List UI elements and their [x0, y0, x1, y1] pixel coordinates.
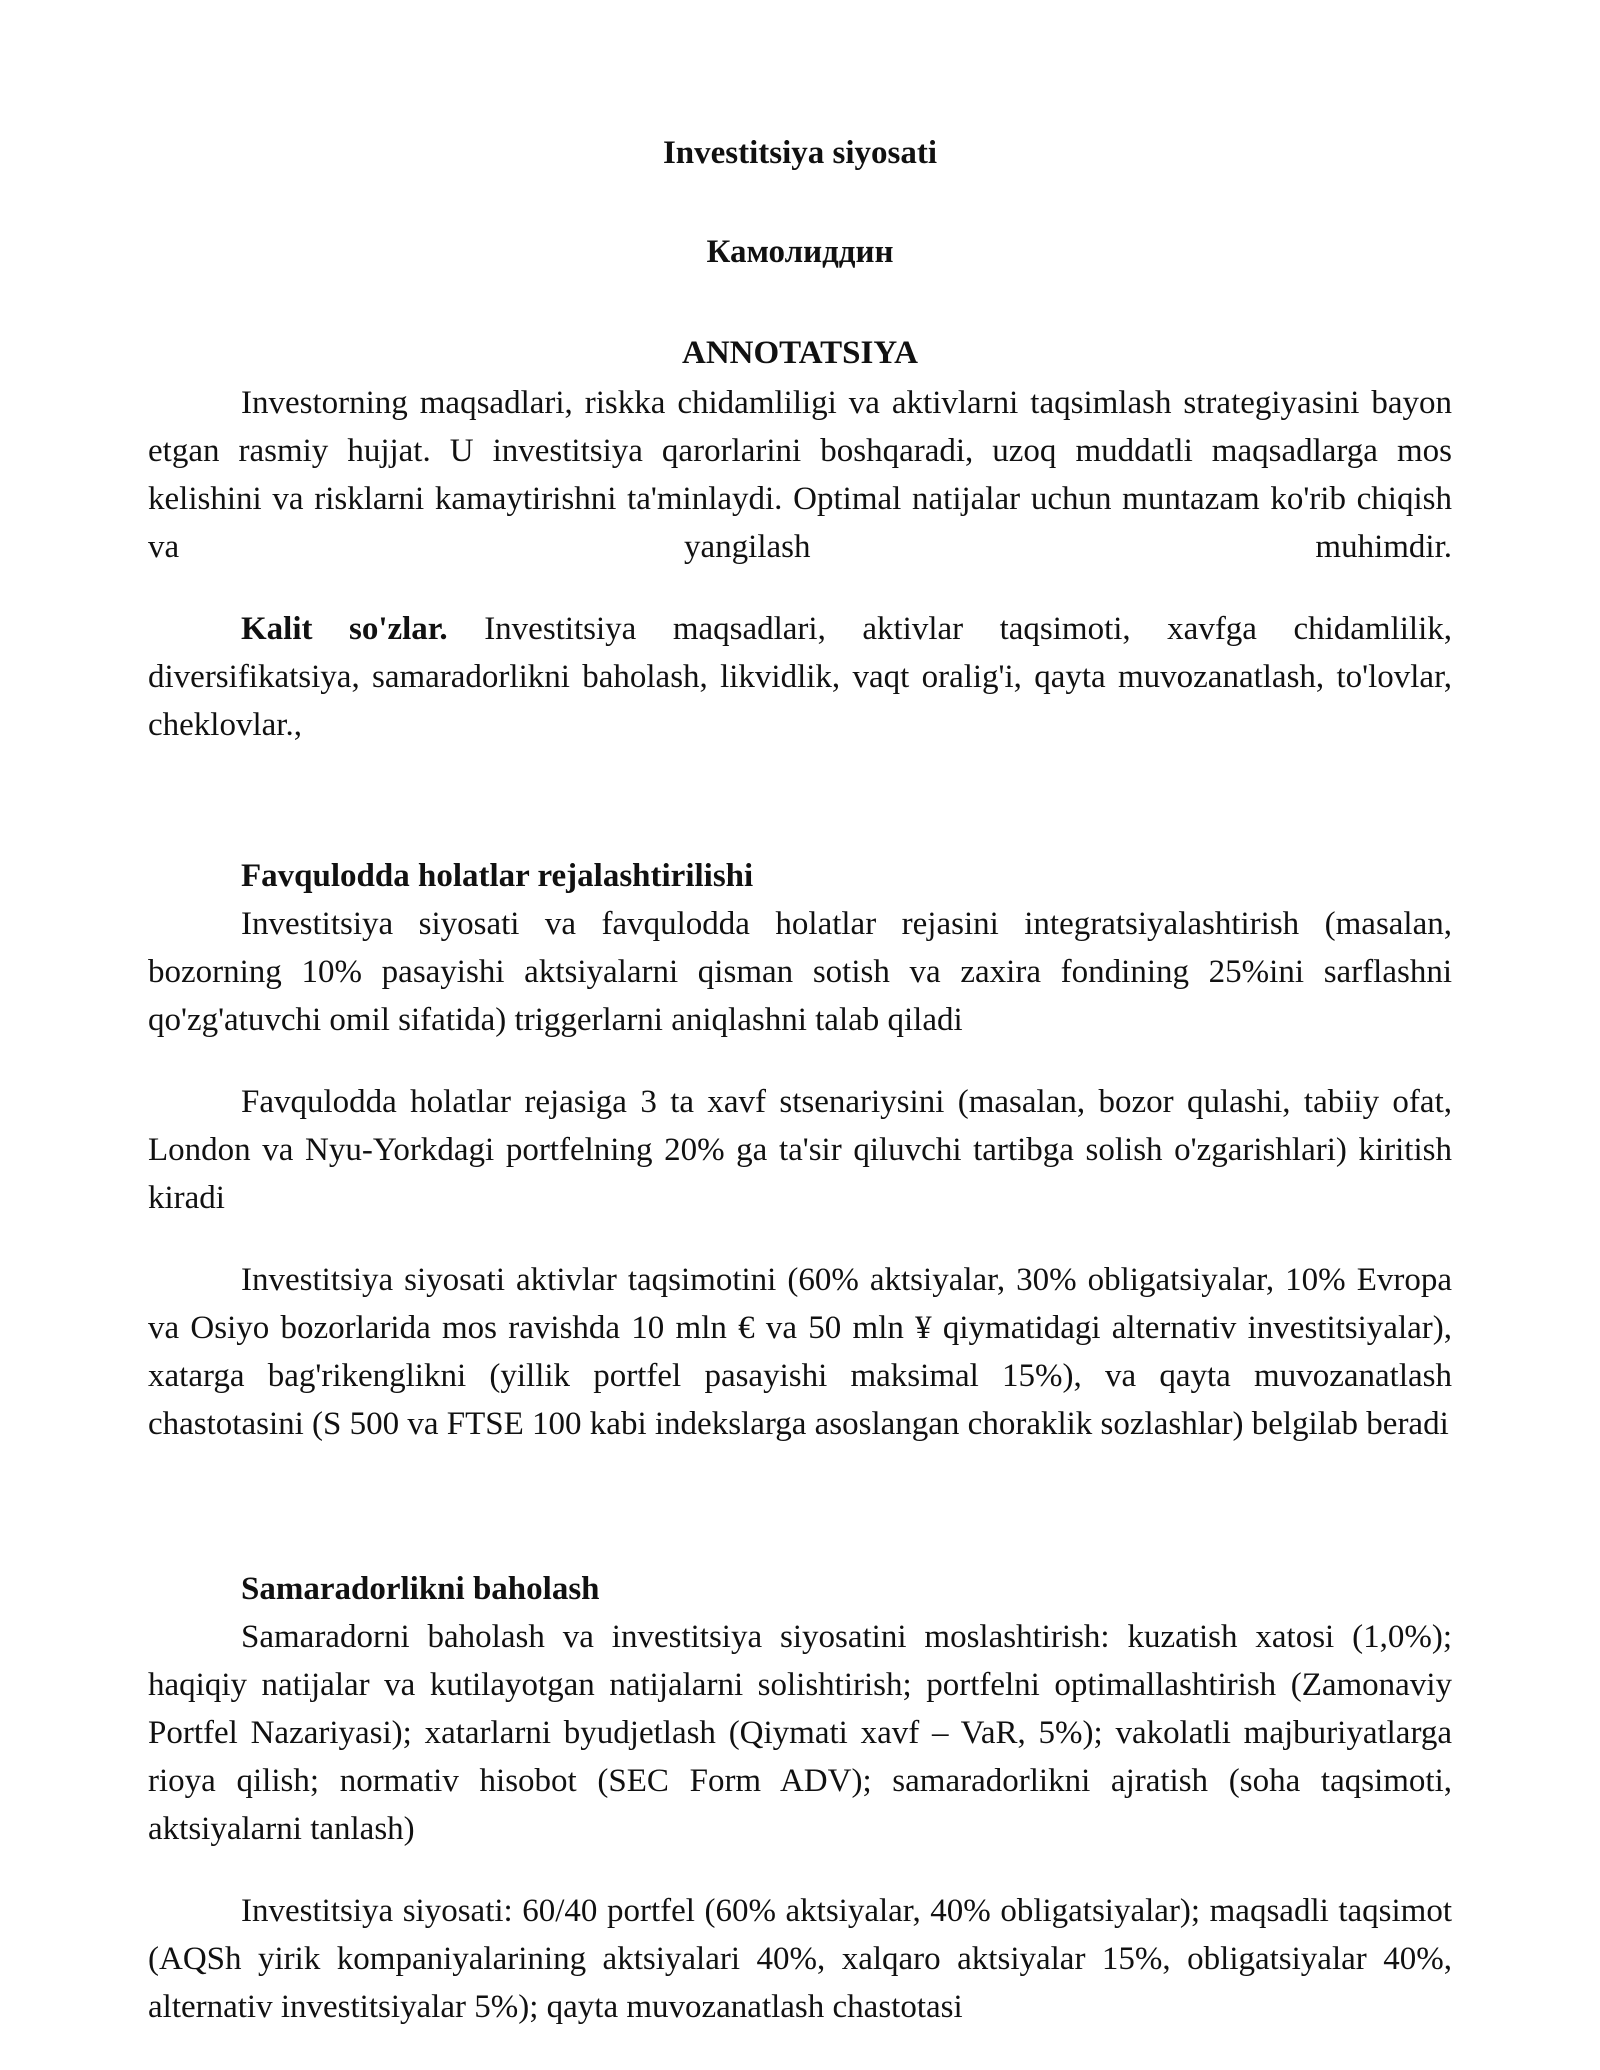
- annotation-paragraph: Investorning maqsadlari, riskka chidamliligi va aktivlarni taqsimlash strategiyasini bayon etgan rasmiy hujjat. U investitsiya qarorlarini boshqaradi, uzoq muddatli maqsadlarga mos kelishini va risklarni kamaytirishni ta'minlaydi. Optimal natijalar uchun muntazam ko'rib chiqish va yangilash muhimdir.: [148, 385, 1452, 565]
- contingency-paragraph-2: Favqulodda holatlar rejasiga 3 ta xavf stsenariysini (masalan, bozor qulashi, tabiiy ofat, London va Nyu-Yorkdagi portfelning 20% ga ta'sir qiluvchi tartibga solish o'zgarishlari) kiritish kiradi: [148, 1084, 1452, 1216]
- performance-paragraph-2: Investitsiya siyosati: 60/40 portfel (60% aktsiyalar, 40% obligatsiyalar); maqsadli taqsimot (AQSh yirik kompaniyalarining aktsiyalari 40%, xalqaro aktsiyalar 15%, obligatsiyalar 40%, alternativ investitsiyalar 5%); qayta muvozanatlash chastotasi: [148, 1893, 1452, 2025]
- keywords-text: Investitsiya maqsadlari, aktivlar taqsimoti, xavfga chidamlilik, diversifikatsiya, samaradorlikni baholash, likvidlik, vaqt oralig'i, qayta muvozanatlash, to'lovlar, cheklovlar.,: [148, 611, 1452, 743]
- keywords-label: Kalit so'zlar.: [241, 611, 448, 647]
- section-heading-performance: Samaradorlikni baholash: [241, 1571, 600, 1607]
- section-heading-contingency: Favqulodda holatlar rejalashtirilishi: [241, 858, 754, 894]
- contingency-paragraph-3: Investitsiya siyosati aktivlar taqsimotini (60% aktsiyalar, 30% obligatsiyalar, 10% Evropa va Osiyo bozorlarida mos ravishda 10 mln € va 50 mln ¥ qiymatidagi alternativ investitsiyalar), xatarga bag'rikenglikni (yillik portfel pasayishi maksimal 15%), va qayta muvozanatlash chastotasini (S 500 va FTSE 100 kabi indekslarga asoslangan choraklik sozlashlar) belgilab beradi: [148, 1262, 1452, 1442]
- document-title: Investitsiya siyosati: [662, 135, 938, 171]
- contingency-paragraph-1: Investitsiya siyosati va favqulodda holatlar rejasini integratsiyalashtirish (masalan, bozorning 10% pasayishi aktsiyalarni qisman sotish va zaxira fondining 25%ini sarflashni qo'zg'atuvchi omil sifatida) triggerlarni aniqlashni talab qiladi: [148, 906, 1452, 1038]
- author-name: Камолиддин: [706, 234, 894, 270]
- performance-paragraph-1: Samaradorni baholash va investitsiya siyosatini moslashtirish: kuzatish xatosi (1,0%); haqiqiy natijalar va kutilayotgan natijalarni solishtirish; portfelni optimallashtirish (Zamonaviy Portfel Nazariyasi); xatarlarni byudjetlash (Qiymati xavf – VaR, 5%); vakolatli majburiyatlarga rioya qilish; normativ hisobot (SEC Form ADV); samaradorlikni ajratish (soha taqsimoti, aktsiyalarni tanlash): [148, 1619, 1452, 1847]
- keywords-paragraph: [148, 605, 1452, 749]
- annotation-heading: ANNOTATSIYA: [682, 335, 918, 371]
